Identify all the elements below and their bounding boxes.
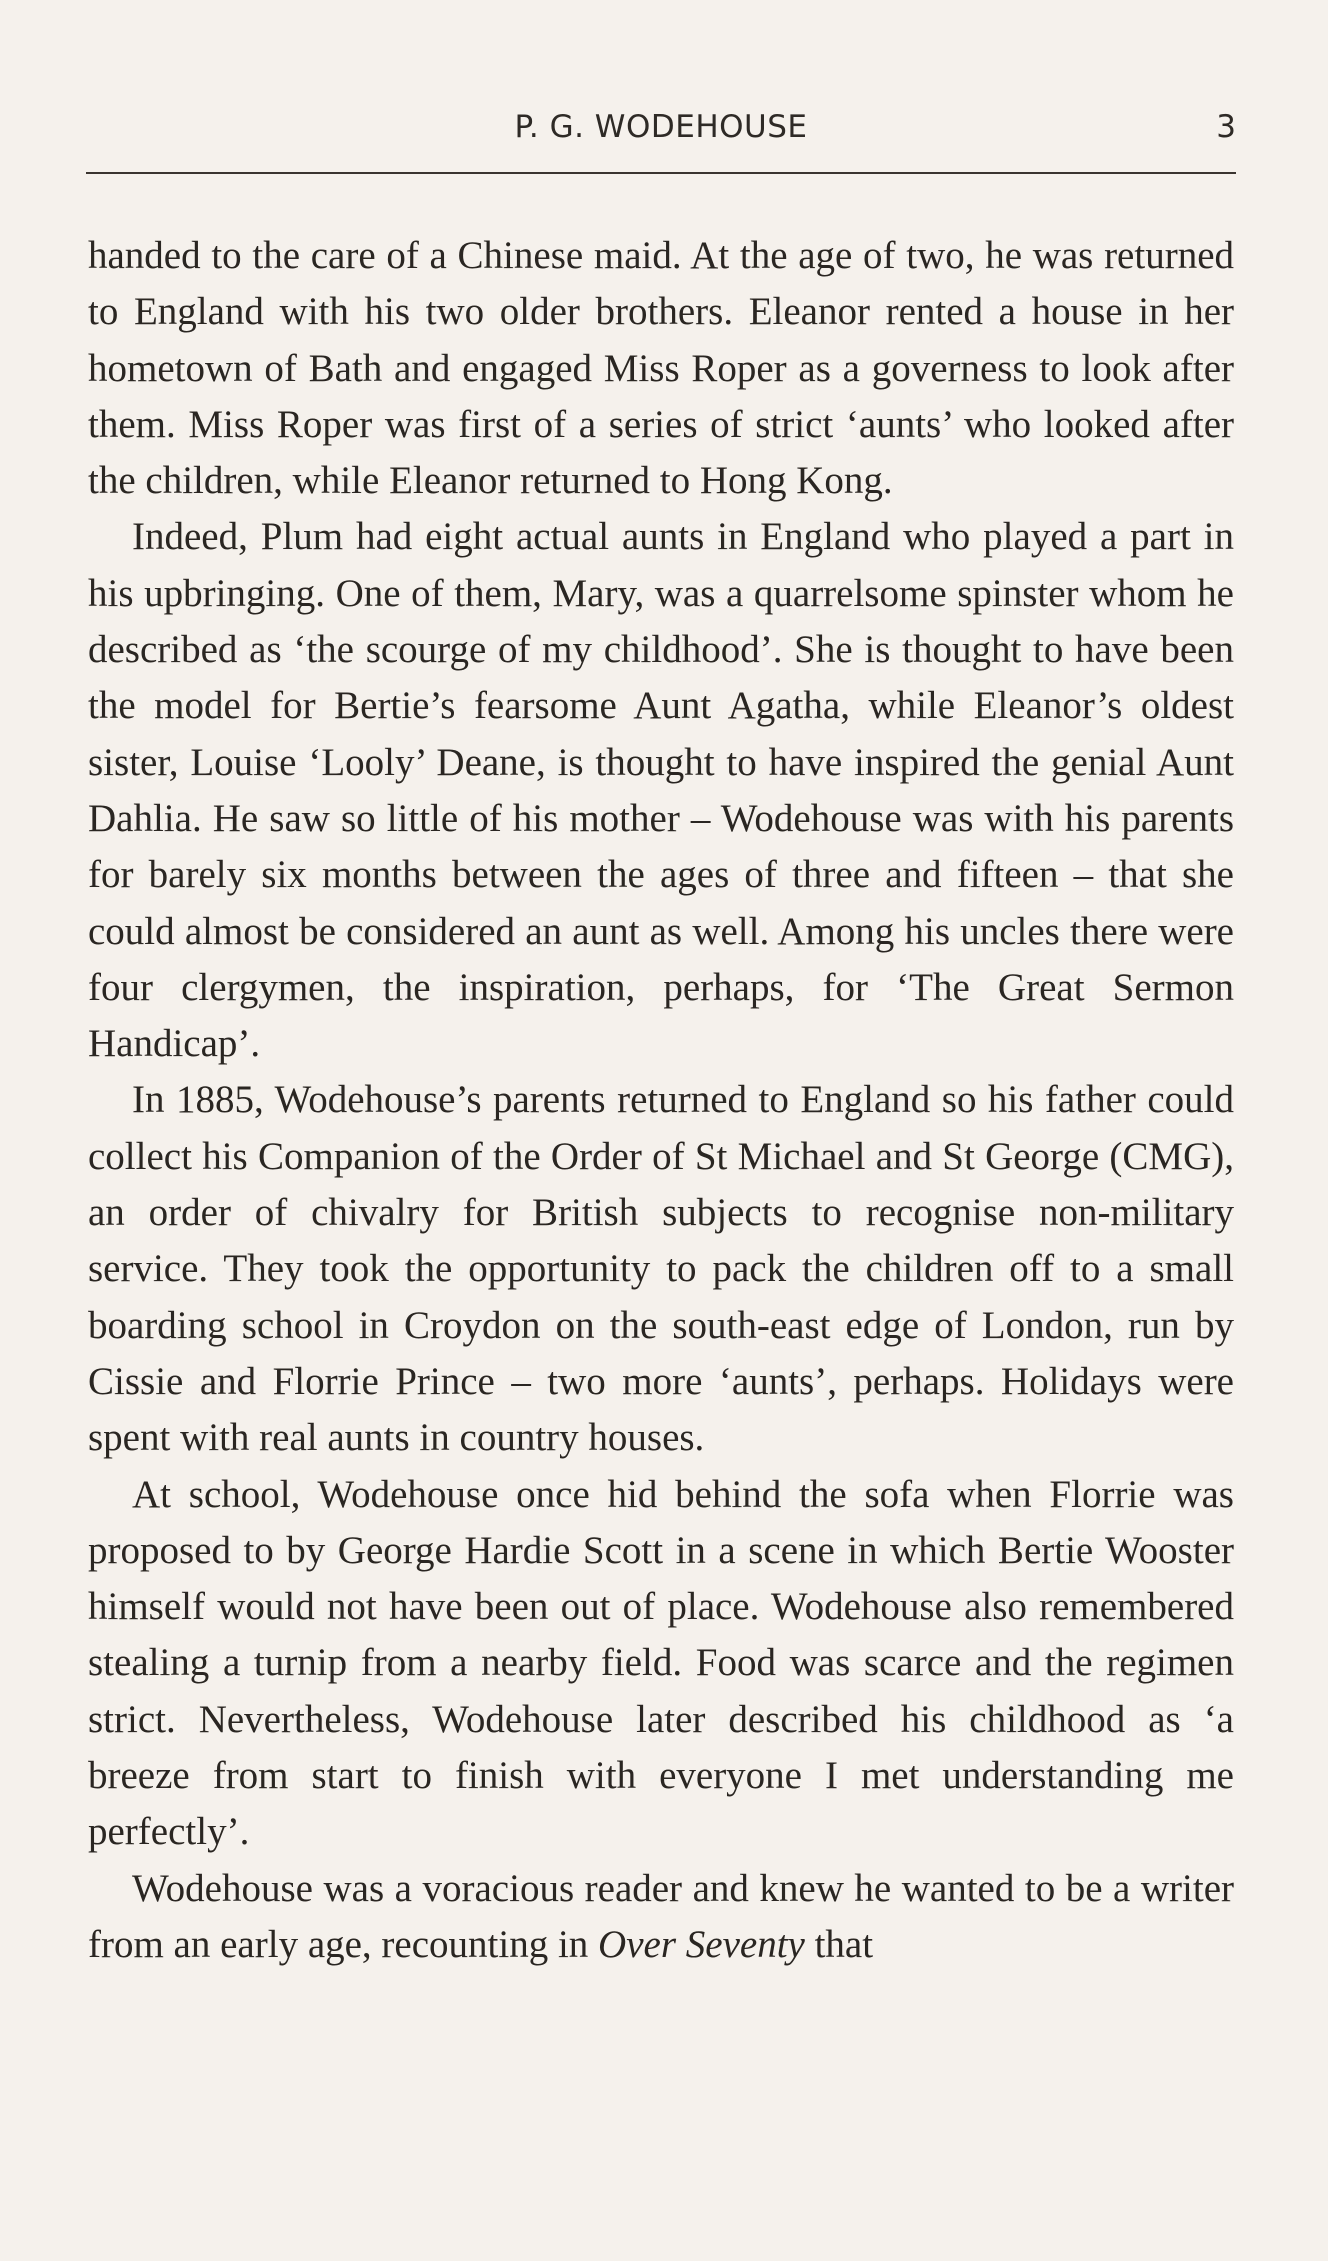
paragraph-5-text-start: Wodehouse was a voracious reader and knew he wanted to be a writer from an early age, recounting in bbox=[88, 1866, 1234, 1966]
paragraph-4: At school, Wodehouse once hid behind the sofa when Florrie was proposed to by George Hardie Scott in a scene in which Bertie Wooster himself would not have been out of place. Wodehouse also remembered stealing a turnip from a nearby field. Food was scarce and the regimen strict. Nevertheless, Wodehouse later described his childhood as ‘a breeze from start to finish with everyone I met understanding me perfectly’. bbox=[88, 1472, 1234, 1854]
running-head: P. G. WODEHOUSE bbox=[514, 109, 808, 145]
paragraph-5 bbox=[88, 1861, 1234, 1974]
book-title-over-seventy: Over Seventy bbox=[598, 1922, 805, 1966]
paragraph-3: In 1885, Wodehouse’s parents returned to England so his father could collect his Companion of the Order of St Michael and St George (CMG), an order of chivalry for British subjects to recognise non-military service. They took the opportunity to pack the children off to a small boarding school in Croydon on the south-east edge of London, run by Cissie and Florrie Prince – two more ‘aunts’, perhaps. Holidays were spent with real aunts in country houses. bbox=[88, 1078, 1234, 1460]
paragraph-1: handed to the care of a Chinese maid. At the age of two, he was returned to England with his two older brothers. Eleanor rented a house in her hometown of Bath and engaged Miss Roper as a governess to look after them. Miss Roper was first of a series of strict ‘aunts’ who looked after the children, while Eleanor returned to Hong Kong. bbox=[88, 234, 1234, 503]
body-text bbox=[88, 228, 1234, 1973]
page-number: 3 bbox=[1216, 109, 1236, 145]
header-rule bbox=[86, 172, 1236, 174]
paragraph-2: Indeed, Plum had eight actual aunts in England who played a part in his upbringing. One of them, Mary, was a quarrelsome spinster whom he described as ‘the scourge of my childhood’. She is thought to have been the model for Bertie’s fearsome Aunt Agatha, while Eleanor’s oldest sister, Louise ‘Looly’ Deane, is thought to have inspired the genial Aunt Dahlia. He saw so little of his mother – Wodehouse was with his parents for barely six months between the ages of three and fifteen – that she could almost be considered an aunt as well. Among his uncles there were four clergymen, the inspiration, perhaps, for ‘The Great Sermon Handicap’. bbox=[88, 515, 1234, 1066]
paragraph-5-text-end: that bbox=[804, 1922, 874, 1966]
page-header bbox=[86, 105, 1236, 157]
